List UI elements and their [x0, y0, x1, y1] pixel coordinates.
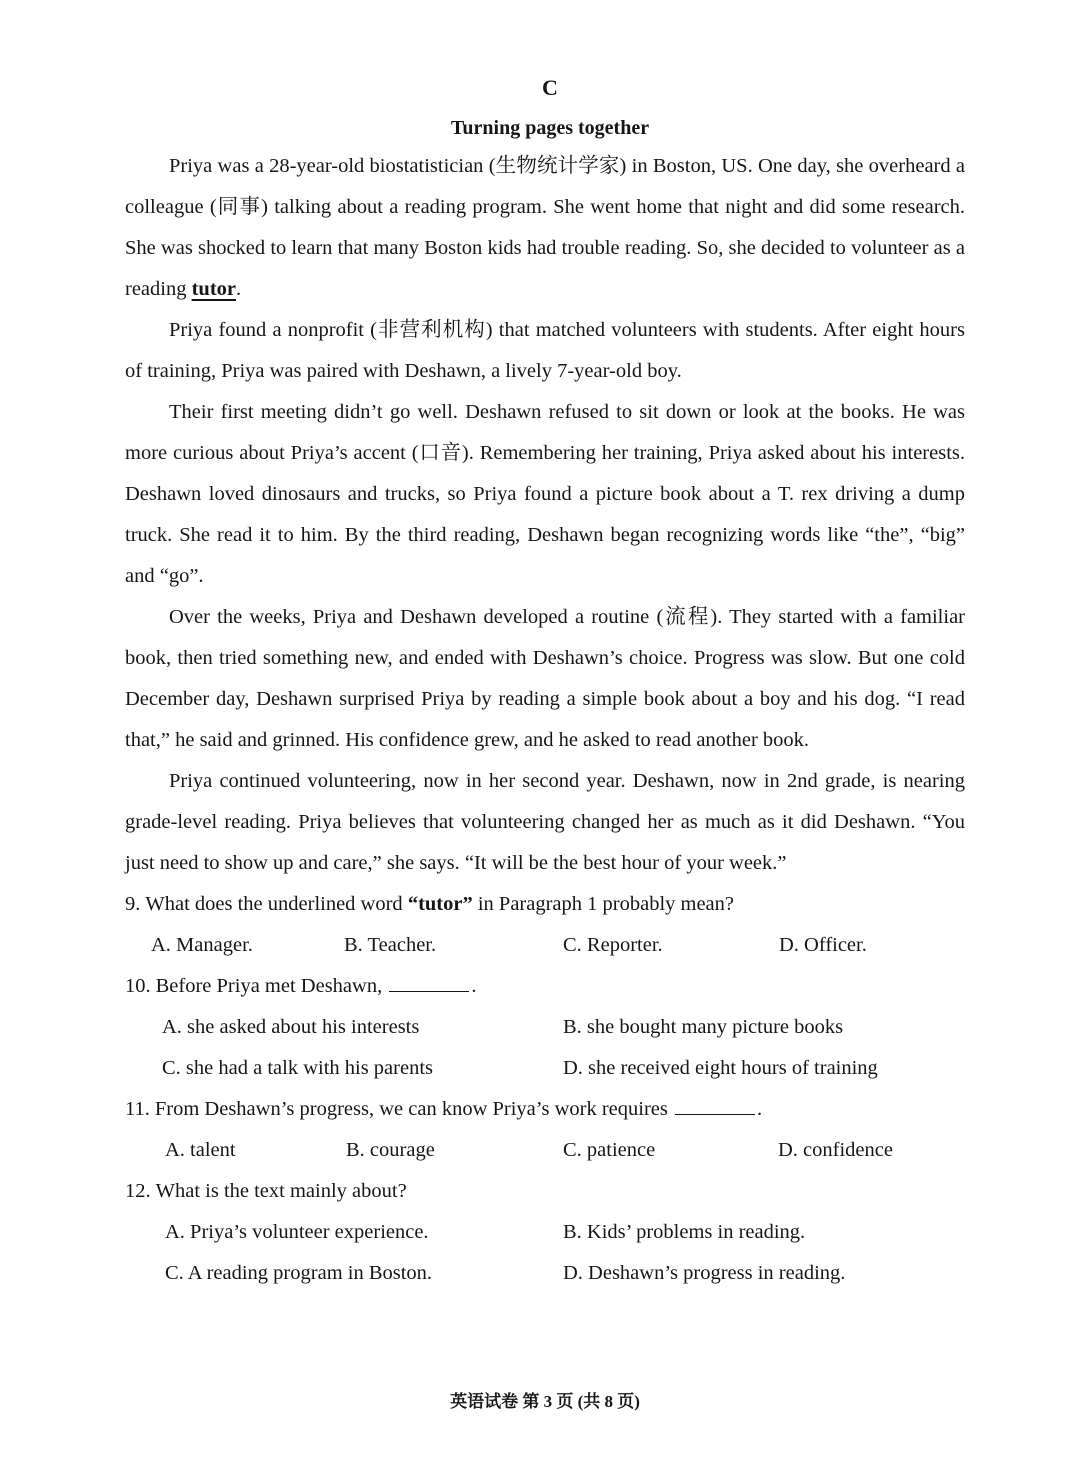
option-d[interactable]: D. she received eight hours of training	[563, 1057, 878, 1079]
question-stem: From Deshawn’s progress, we can know Priya’s work requires	[154, 1098, 673, 1120]
question-11-options	[125, 1130, 965, 1171]
option-a[interactable]: A. talent	[165, 1139, 236, 1161]
option-b[interactable]: B. she bought many picture books	[563, 1016, 844, 1038]
option-d[interactable]: D. Deshawn’s progress in reading.	[563, 1262, 846, 1284]
paragraph-1-end: .	[236, 278, 242, 300]
question-12-options-row-1	[125, 1212, 965, 1253]
question-stem: What is the text mainly about?	[155, 1180, 407, 1202]
question-12-options-row-2	[125, 1253, 965, 1294]
question-stem: Before Priya met Deshawn,	[155, 975, 388, 997]
option-c[interactable]: C. she had a talk with his parents	[162, 1057, 434, 1079]
option-a[interactable]: A. she asked about his interests	[162, 1016, 420, 1038]
question-10-options-row-1	[125, 1007, 965, 1048]
question-10	[125, 966, 965, 1007]
paragraph-3: Their first meeting didn’t go well. Deshawn refused to sit down or look at the books. He was more curious about Priya’s accent (口音). Remembering her training, Priya asked about his interests. Deshawn loved dinosaurs and trucks, so Priya found a picture book about a T. rex driving a dump truck. She read it to him. By the third reading, Deshawn began recognizing words like “the”, “big” and “go”.	[125, 401, 965, 587]
question-12	[125, 1171, 965, 1212]
option-d[interactable]: D. confidence	[778, 1139, 893, 1161]
question-11	[125, 1089, 965, 1130]
page-footer: 英语试卷 第 3 页 (共 8 页)	[450, 1392, 640, 1411]
exam-page	[125, 70, 965, 1294]
answer-blank	[675, 1096, 755, 1115]
paragraph-1	[125, 146, 965, 310]
paragraph-1-text: Priya was a 28-year-old biostatistician (生物统计学家) in Boston, US. One day, she overheard a colleague (同事) talking about a reading program. She went home that night and did some research. She was shocked to learn that many Boston kids had trouble reading. So, she decided to volunteer as a reading	[125, 155, 965, 300]
question-number: 9.	[125, 893, 141, 915]
option-c[interactable]: C. Reporter.	[563, 934, 663, 956]
question-keyword: “tutor”	[407, 893, 473, 915]
paragraph-5: Priya continued volunteering, now in her second year. Deshawn, now in 2nd grade, is nearing grade-level reading. Priya believes that volunteering changed her as much as it did Deshawn. “You just need to show up and care,” she says. “It will be the best hour of your week.”	[125, 770, 965, 874]
question-number: 12.	[125, 1180, 151, 1202]
question-stem-end: in Paragraph 1 probably mean?	[472, 893, 735, 915]
option-c[interactable]: C. A reading program in Boston.	[165, 1262, 433, 1284]
option-a[interactable]: A. Manager.	[151, 934, 253, 956]
option-b[interactable]: B. courage	[346, 1139, 435, 1161]
question-stem: What does the underlined word	[145, 893, 408, 915]
option-c[interactable]: C. patience	[563, 1139, 656, 1161]
paragraph-4: Over the weeks, Priya and Deshawn developed a routine (流程). They started with a familiar book, then tried something new, and ended with Deshawn’s choice. Progress was slow. But one cold December day, Deshawn surprised Priya by reading a simple book about a boy and his dog. “I read that,” he said and grinned. His confidence grew, and he asked to read another book.	[125, 606, 965, 751]
answer-blank	[389, 973, 469, 992]
question-number: 10.	[125, 975, 151, 997]
question-10-options-row-2	[125, 1048, 965, 1089]
question-number: 11.	[125, 1098, 150, 1120]
option-b[interactable]: B. Teacher.	[344, 934, 437, 956]
question-9	[125, 884, 965, 925]
question-stem-end: .	[756, 1098, 763, 1120]
question-9-options	[125, 925, 965, 966]
underlined-word-tutor: tutor	[191, 278, 237, 300]
option-a[interactable]: A. Priya’s volunteer experience.	[165, 1221, 429, 1243]
reading-passage	[125, 146, 965, 884]
question-list	[125, 884, 965, 1294]
option-b[interactable]: B. Kids’ problems in reading.	[563, 1221, 806, 1243]
section-letter: C	[542, 75, 558, 100]
passage-title: Turning pages together	[450, 117, 650, 139]
option-d[interactable]: D. Officer.	[779, 934, 867, 956]
question-stem-end: .	[471, 975, 477, 997]
paragraph-2: Priya found a nonprofit (非营利机构) that matched volunteers with students. After eight hours of training, Priya was paired with Deshawn, a lively 7-year-old boy.	[125, 319, 965, 382]
